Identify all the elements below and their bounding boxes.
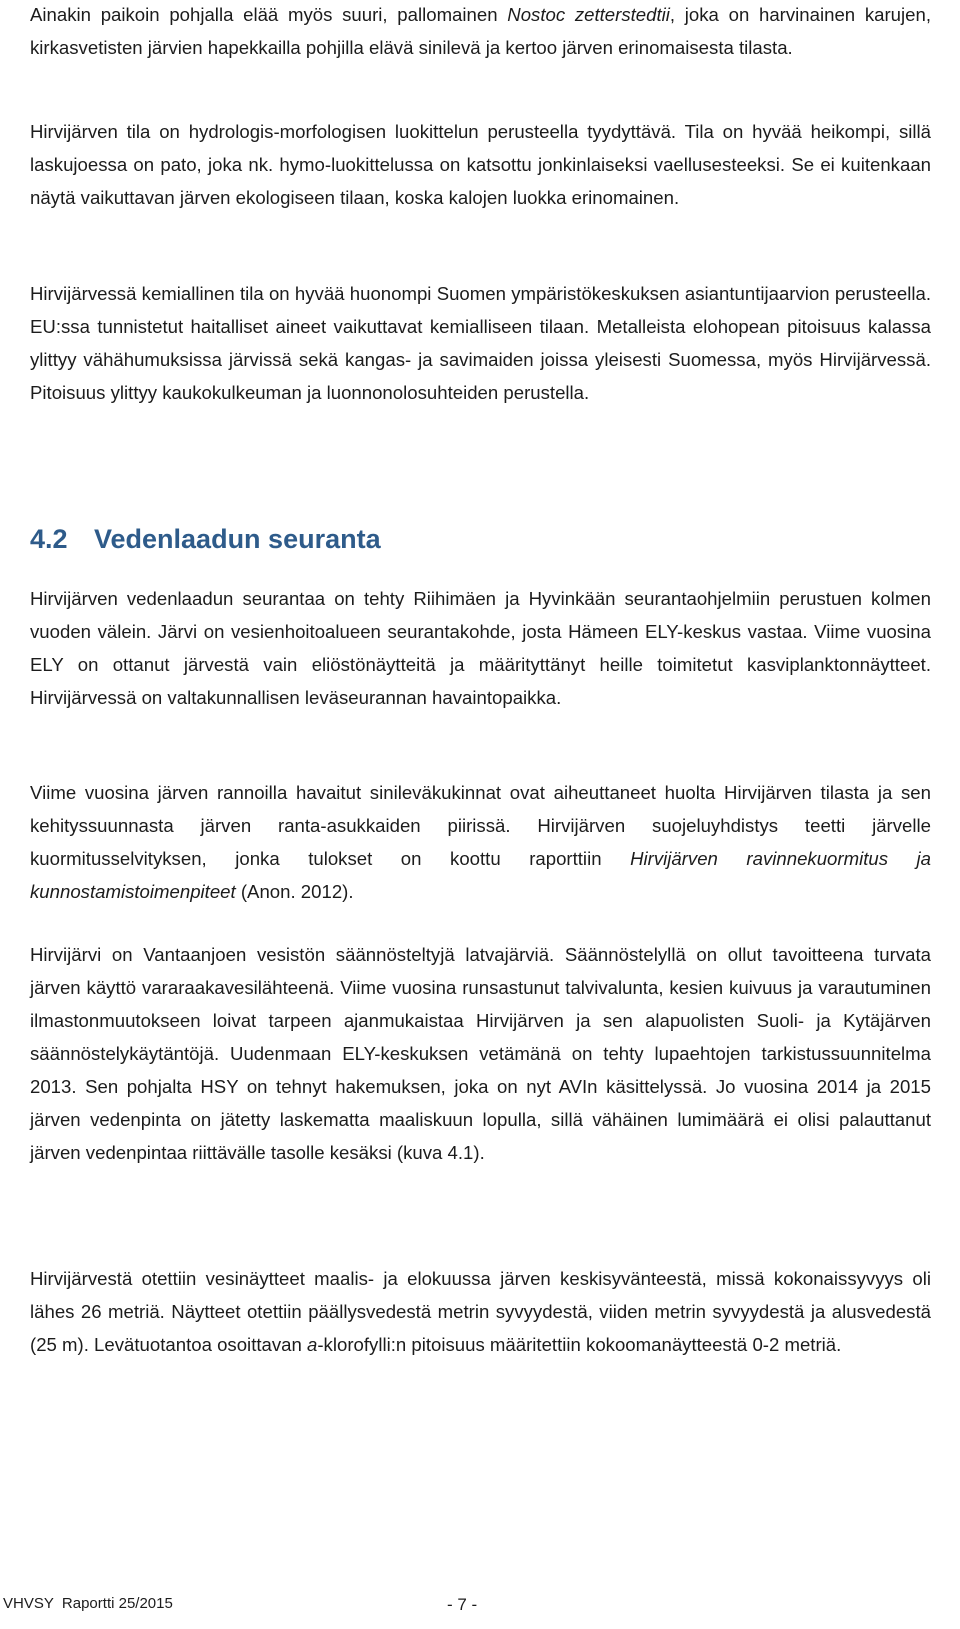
paragraph-regulation: Hirvijärvi on Vantaanjoen vesistön säännösteltyjä latvajärviä. Säännöstelyllä on ollut tavoitteena turvata järven käyttö vararaakavesilähteenä. Viime vuosina runsastunut talvivalunta, kesien kuivuus ja varautuminen ilmastonmuutokseen loivat tarpeen ajanmukaistaa Hirvijärven ja sen alapuolisten Suoli- ja Kytäjärven säännöstelykäytäntöjä. Uudenmaan ELY-keskuksen vetämänä on tehty lupaehtojen tarkistussuunnitelma 2013. Sen pohjalta HSY on tehnyt hakemuksen, joka on nyt AVIn käsittelyssä. Jo vuosina 2014 ja 2015 järven vedenpinta on jätetty laskematta maaliskuun lopulla, sillä vähäinen lumimäärä ei olisi palauttanut järven vedenpintaa riittävälle tasolle kesäksi (kuva 4.1). [30,944,931,1163]
section-number: 4.2 [30,524,68,554]
paragraph-cyanobacteria: Viime vuosina järven rannoilla havaitut sinileväkukinnat ovat aiheuttaneet huolta Hirvijärven tilasta ja sen kehityssuunnasta järven ranta-asukkaiden piirissä. Hirvijärven suojeluyhdistys teetti järvelle kuormitusselvityksen, jonka tulokset on koottu raporttiin Hirvijärven ravinnekuormitus ja kunnostamistoimenpiteet (Anon. 2012). [30,782,932,902]
paragraph-sampling: Hirvijärvestä otettiin vesinäytteet maalis- ja elokuussa järven keskisyvänteestä, missä kokonaissyvyys oli lähes 26 metriä. Näytteet otettiin päällysvedestä metrin syvyydestä, viiden metrin syvyydestä ja alusvedestä (25 m). Levätuotantoa osoittavan a-klorofylli:n pitoisuus määritettiin kokoomanäytteestä 0-2 metriä. [30,1268,931,1355]
section-title: Vedenlaadun seuranta [94,524,381,554]
page-number: - 7 - [447,1595,478,1614]
paragraph-hydromorphology: Hirvijärven tila on hydrologis-morfologisen luokittelun perusteella tyydyttävä. Tila on hyvää heikompi, sillä laskujoessa on pato, joka nk. hymo-luokittelussa on katsottu jonkinlaiseksi vaellusesteeksi. Se ei kuitenkaan näytä vaikuttavan järven ekologiseen tilaan, koska kalojen luokka erinomainen. [30,121,931,208]
paragraph-chemical-status: Hirvijärvessä kemiallinen tila on hyvää huonompi Suomen ympäristökeskuksen asiantuntijaarvion perusteella. EU:ssa tunnistetut haitalliset aineet vaikuttavat kemialliseen tilaan. Metalleista elohopean pitoisuus kalassa ylittyy vähähumuksissa järvissä sekä kangas- ja savimaiden joissa yleisesti Suomessa, myös Hirvijärvessä. Pitoisuus ylittyy kaukokulkeuman ja luonnonolosuhteiden perustella. [30,283,931,403]
page-footer [0,1595,960,1625]
report-id: VHVSY Raportti 25/2015 [3,1595,173,1612]
paragraph-nostoc: Ainakin paikoin pohjalla elää myös suuri, pallomainen Nostoc zetterstedtii, joka on harvinainen karujen, kirkasvetisten järvien hapekkailla pohjilla elävä sinilevä ja kertoo järven erinomaisesta tilasta. [30,4,931,58]
paragraph-monitoring: Hirvijärven vedenlaadun seurantaa on tehty Riihimäen ja Hyvinkään seurantaohjelmiin perustuen kolmen vuoden välein. Järvi on vesienhoitoalueen seurantakohde, josta Hämeen ELY-keskus vastaa. Viime vuosina ELY on ottanut järvestä vain eliöstönäytteitä ja määrityttänyt heille toimitetut kasviplanktonnäytteet. Hirvijärvessä on valtakunnallisen leväseurannan havaintopaikka. [30,588,931,708]
section-heading [30,524,931,555]
